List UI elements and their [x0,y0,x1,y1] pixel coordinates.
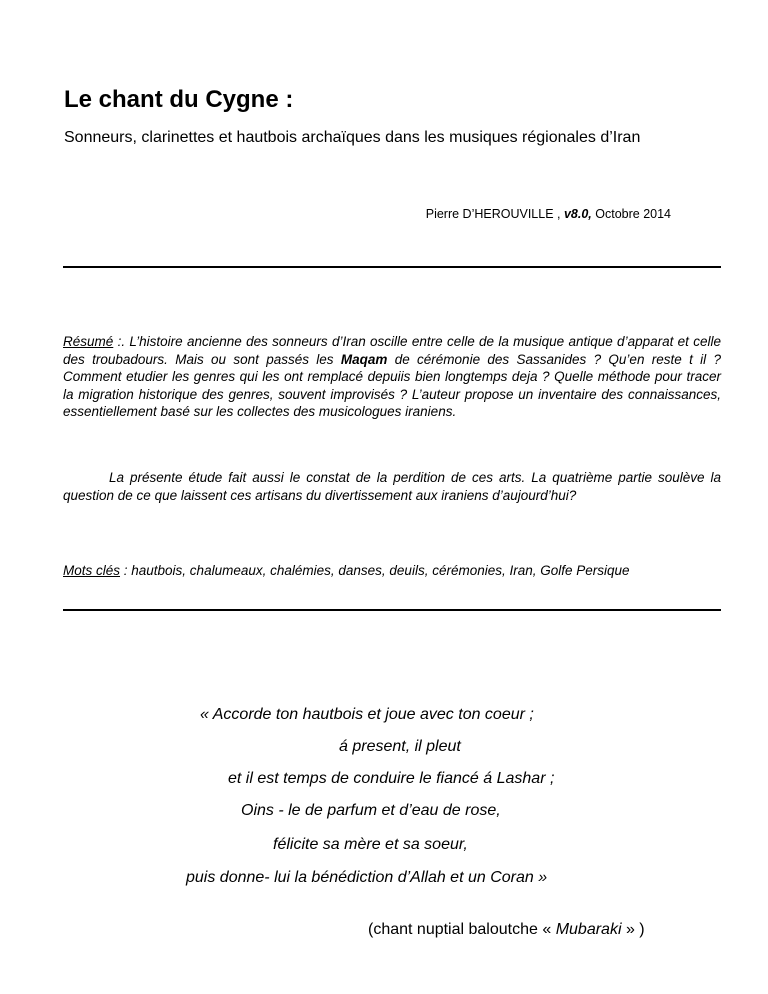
keywords-label: Mots clés [63,563,121,578]
poem-source-suffix: » ) [621,921,645,938]
poem-source-prefix: (chant nuptial baloutche « [368,921,556,938]
poem-source-title: Mubaraki [555,921,622,938]
poem-line: et il est temps de conduire le fiancé á Lashar ; [228,770,555,787]
abstract-text-a: L’histoire ancienne des sonneurs d’Iran oscille entre celle de la musique antique d’apparat et celle des troubadours. Mais ou sont passés les [63,334,721,367]
document-version: v8.0, [563,207,592,221]
author-line [426,207,671,221]
abstract-separator: :. [113,334,130,349]
poem-source [368,921,645,939]
poem-line: « Accorde ton hautbois et joue avec ton coeur ; [200,706,534,723]
abstract-paragraph-2: La présente étude fait aussi le constat de la perdition de ces arts. La quatrième partie soulève la question de ce que laissent ces artisans du divertissement aux iraniens d’aujourd’hui? [63,470,721,503]
poem-line: Oins - le de parfum et d’eau de rose, [241,802,501,819]
abstract-paragraph [63,333,721,421]
keywords-line [63,563,723,578]
poem-line: á present, il pleut [339,738,461,755]
document-title: Le chant du Cygne : [64,86,294,113]
author-name: Pierre D’HEROUVILLE , [425,207,564,221]
document-subtitle: Sonneurs, clarinettes et hautbois archaïques dans les musiques régionales d’Iran [64,129,641,146]
poem-line: puis donne- lui la bénédiction d’Allah et un Coran » [186,869,548,886]
poem-line: félicite sa mère et sa soeur, [273,836,468,853]
horizontal-rule-bottom [63,609,721,611]
abstract-text-b: de cérémonie des Sassanides ? Qu’en reste t il ? Comment etudier les genres qui les ont remplacé depuiis bien longtemps deja ? Quelle méthode pour tracer la migration historique des genres, souvent improvisés ? L’auteur propose un inventaire des connaissances, essentiellement basé sur les collectes des musicologues iraniens. [63,351,721,419]
abstract-bold-term: Maqam [340,351,388,367]
keywords-text: : hautbois, chalumeaux, chalémies, danses, deuils, cérémonies, Iran, Golfe Persique [120,563,630,578]
abstract-label: Résumé [63,334,114,349]
document-date: Octobre 2014 [591,207,671,221]
horizontal-rule-top [63,266,721,268]
